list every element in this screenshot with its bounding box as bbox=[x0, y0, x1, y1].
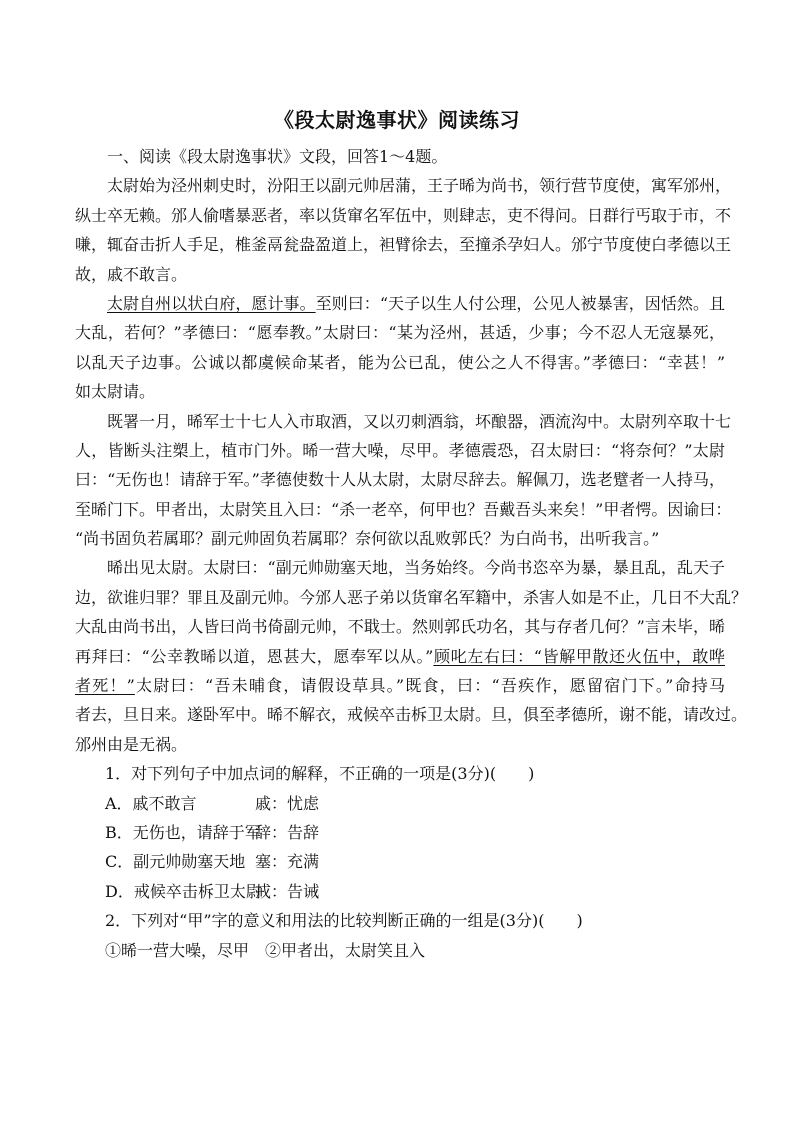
paragraph-line: 晞出见太尉。太尉曰：“副元帅勋塞天地，当务始终。今尚书恣卒为暴，暴且乱，乱天子 bbox=[107, 558, 725, 578]
paragraph-line: 太尉始为泾州刺史时，汾阳王以副元帅居蒲，王子晞为尚书，领行营节度使，寓军邠州， bbox=[107, 176, 732, 196]
instruction-line: 一、阅读《段太尉逸事状》文段，回答1～4题。 bbox=[107, 147, 448, 166]
paragraph-line: 至晞门下。甲者出，太尉笑且入曰：“杀一老卒，何甲也？吾戴吾头来矣！”甲者愕。因谕曰： bbox=[75, 499, 732, 519]
option-sentence: D．戒候卒击柝卫太尉 bbox=[105, 881, 262, 901]
paragraph-line: 边，欲谁归罪？罪且及副元帅。今邠人恶子弟以货窜名军籍中，杀害人如是不止，几日不大乱？ bbox=[75, 587, 748, 607]
paragraph-line: 纵士卒无赖。邠人偷嗜暴恶者，率以货窜名军伍中，则肆志，吏不得问。日群行丐取于市，不 bbox=[75, 205, 732, 225]
option-sentence: C．副元帅勋塞天地 bbox=[105, 852, 246, 872]
question-1-option-a bbox=[75, 789, 725, 818]
document-body bbox=[75, 142, 748, 965]
question-2-stem: 2．下列对“甲”字的意义和用法的比较判断正确的一组是(3分)( ) bbox=[105, 911, 583, 931]
paragraph-line: 大乱，若何？”孝德曰：“愿奉教。”太尉曰：“某为泾州，甚适，少事；今不忍人无寇暴死， bbox=[75, 323, 725, 343]
paragraph-line: 人，皆断头注槊上，植市门外。晞一营大噪，尽甲。孝德震恐，召太尉曰：“将奈何？”太尉 bbox=[75, 440, 725, 460]
question-1-option-c bbox=[75, 847, 725, 876]
underlined-sentence: 太尉自州以状白府，愿计事。 bbox=[107, 293, 316, 313]
underlined-sentence: 顾叱左右曰：“皆解甲散还火伍中，敢哗 bbox=[433, 646, 725, 666]
question-1-stem: 1．对下列句子中加点词的解释，不正确的一项是(3分)( ) bbox=[105, 764, 535, 784]
option-sentence: A．戚不敢言 bbox=[105, 793, 197, 813]
question-1-option-d bbox=[75, 877, 725, 906]
document-title: 《段太尉逸事状》阅读练习 bbox=[274, 108, 520, 132]
paragraph-text: 太尉曰：“吾未晡食，请假设草具。”既食，曰：“吾疾作，愿留宿门下。”命持马 bbox=[134, 676, 725, 696]
paragraph-text: 再拜曰：“公幸教晞以道，恩甚大，愿奉军以从。” bbox=[75, 646, 434, 666]
paragraph-line: 既署一月，晞军士十七人入市取酒，又以刃刺酒翁，坏酿器，酒流沟中。太尉列卒取十七 bbox=[107, 411, 732, 431]
option-sentence: B．无伤也，请辞于军 bbox=[105, 822, 261, 842]
paragraph-line: 大乱由尚书出，人皆曰尚书倚副元帅，不戢士。然则郭氏功名，其与存者几何？”言未毕，晞 bbox=[75, 617, 725, 637]
option-gloss: 辞：告辞 bbox=[255, 822, 320, 842]
paragraph-line bbox=[75, 671, 725, 700]
paragraph-line: “尚书固负若属耶？副元帅固负若属耶？奈何欲以乱败郭氏？为白尚书，出听我言。” bbox=[75, 529, 660, 549]
question-1-option-b bbox=[75, 818, 725, 847]
paragraph-line: 嗛，辄奋击折人手足，椎釜鬲瓮盎盈道上，袒臂徐去，至撞杀孕妇人。邠宁节度使白孝德以王 bbox=[75, 235, 732, 255]
paragraph-line: 邠州由是无祸。 bbox=[75, 734, 188, 754]
paragraph-line: 者去，旦日来。遂卧军中。晞不解衣，戒候卒击柝卫太尉。旦，俱至孝德所，谢不能，请改过。 bbox=[75, 705, 748, 725]
paragraph-text: 至则曰：“天子以生人付公理，公见人被暴害，因恬然。且 bbox=[315, 293, 725, 313]
paragraph-line bbox=[75, 642, 725, 671]
underlined-sentence: 者死！” bbox=[75, 676, 135, 696]
paragraph-line bbox=[75, 289, 725, 318]
paragraph-line: 曰：“无伤也！请辞于军。”孝德使数十人从太尉，太尉尽辞去。解佩刀，选老躄者一人持马， bbox=[75, 470, 725, 490]
question-2-items: ①晞一营大噪，尽甲 ②甲者出，太尉笑且入 bbox=[105, 940, 426, 960]
option-gloss: 塞：充满 bbox=[255, 852, 320, 872]
paragraph-line: 故，戚不敢言。 bbox=[75, 264, 188, 284]
option-gloss: 戚：忧虑 bbox=[255, 793, 320, 813]
paragraph-line: 如太尉请。 bbox=[75, 382, 156, 402]
option-gloss: 戒：告诫 bbox=[255, 881, 320, 901]
paragraph-line: 以乱天子边事。公诚以都虞候命某者，能为公已乱，使公之人不得害。”孝德曰：“幸甚！” bbox=[75, 352, 725, 372]
